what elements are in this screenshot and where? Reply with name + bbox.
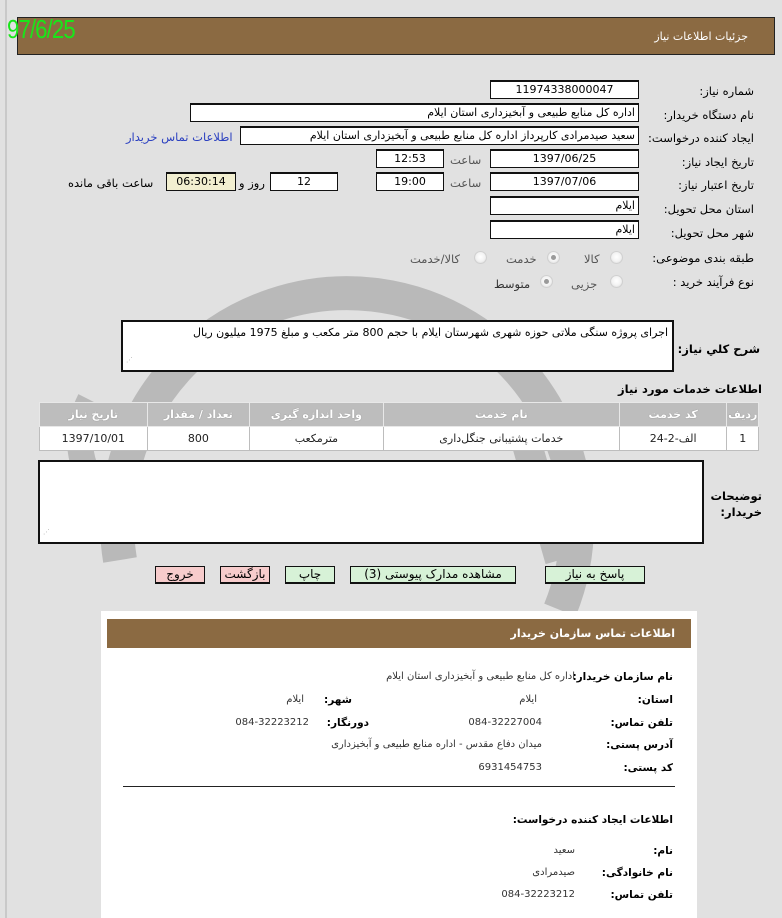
time-remaining-field: 06:30:14 (166, 172, 236, 191)
creator-first-name-label: نام: (653, 845, 673, 857)
back-button[interactable]: بازگشت (220, 566, 270, 584)
view-attachments-button[interactable]: مشاهده مدارک پیوستی (3) (350, 566, 516, 584)
buyer-org-field[interactable]: اداره کل منابع طبیعی و آبخیزداری استان ایلام (190, 103, 639, 122)
table-row (40, 427, 759, 451)
cell-need-date: 1397/10/01 (40, 427, 148, 451)
buyer-notes-label-line2: خریدار: (720, 505, 762, 519)
category-radio-goods-service[interactable] (474, 251, 487, 264)
purchase-type-radio-medium[interactable] (540, 275, 553, 288)
requester-label: ایجاد کننده درخواست: (648, 131, 754, 145)
col-service-code: کد خدمت (619, 403, 727, 427)
right-margin (697, 602, 782, 918)
cell-unit: مترمکعب (250, 427, 384, 451)
contact-org-label: نام سازمان خریدار: (572, 671, 673, 683)
time-remaining-label: ساعت باقی مانده (68, 176, 154, 190)
creator-section-title: اطلاعات ایجاد کننده درخواست: (512, 814, 673, 826)
delivery-province-label: استان محل تحویل: (663, 202, 754, 216)
page-left-border (5, 0, 7, 918)
created-time-label: ساعت (450, 153, 482, 167)
page-header (17, 17, 775, 55)
days-label: روز و (239, 176, 265, 190)
category-label: طبقه بندی موضوعی: (652, 251, 754, 265)
created-time-field[interactable]: 12:53 (376, 149, 444, 168)
contact-divider (123, 786, 675, 787)
contact-address-label: آدرس پستی: (606, 739, 673, 751)
need-number-field[interactable]: 11974338000047 (490, 80, 639, 99)
col-unit: واحد اندازه گیری (250, 403, 384, 427)
contact-fax-label: دورنگار: (326, 717, 369, 729)
buyer-notes-textarea[interactable] (38, 460, 704, 544)
description-textarea[interactable] (121, 320, 674, 372)
category-service-label: خدمت (506, 252, 537, 266)
contact-card-header (107, 619, 691, 648)
purchase-type-radio-minor[interactable] (610, 275, 623, 288)
print-button[interactable]: چاپ (285, 566, 335, 584)
col-quantity: تعداد / مقدار (147, 403, 249, 427)
contact-phone-label: تلفن تماس: (610, 717, 673, 729)
contact-province-value: ایلام (519, 694, 537, 705)
contact-address-value: میدان دفاع مقدس - اداره منابع طبیعی و آبخیزداری (331, 739, 542, 750)
creator-last-name-value: صیدمرادی (532, 867, 575, 878)
purchase-type-minor-label: جزیی (571, 277, 598, 291)
contact-city-label: شهر: (324, 694, 352, 706)
page-title: جزئیات اطلاعات نیاز (654, 30, 748, 43)
description-label: شرح کلي نیاز: (677, 342, 760, 356)
contact-fax-value: 084-32223212 (235, 717, 309, 728)
cell-service-name: خدمات پشتیبانی جنگل‌داری (383, 427, 619, 451)
services-table (39, 402, 759, 451)
buyer-contact-card (101, 611, 697, 918)
delivery-city-field[interactable]: ایلام (490, 220, 639, 239)
valid-date-label: تاریخ اعتبار نیاز: (678, 178, 754, 192)
services-section-title: اطلاعات خدمات مورد نیاز (618, 382, 762, 396)
buyer-org-label: نام دستگاه خریدار: (663, 108, 754, 122)
creator-first-name-value: سعید (553, 845, 575, 856)
category-goods-label: کالا (584, 252, 600, 266)
valid-time-label: ساعت (450, 176, 482, 190)
creator-phone-label: تلفن تماس: (610, 889, 673, 901)
cell-quantity: 800 (147, 427, 249, 451)
category-radio-goods[interactable] (610, 251, 623, 264)
cell-row-number: 1 (727, 427, 759, 451)
need-number-label: شماره نیاز: (699, 84, 754, 98)
resize-grip-icon[interactable]: ⋰ (43, 528, 50, 536)
contact-province-label: استان: (637, 694, 673, 706)
date-stamp: 97/6/25 (7, 14, 75, 44)
requester-field[interactable]: سعید صیدمرادی کارپرداز اداره کل منابع طبیعی و آبخیزداری استان ایلام (240, 126, 639, 145)
contact-phone-value: 084-32227004 (468, 717, 542, 728)
col-need-date: تاریخ نیاز (40, 403, 148, 427)
contact-card-title: اطلاعات تماس سازمان خریدار (510, 627, 675, 640)
description-text: اجرای پروژه سنگی ملاتی حوزه شهری شهرستان ایلام با حجم 800 متر مکعب و مبلغ 1975 میلیون ریال (192, 326, 668, 339)
delivery-city-label: شهر محل تحویل: (670, 226, 754, 240)
resize-grip-icon[interactable]: ⋰ (126, 356, 133, 364)
valid-date-field[interactable]: 1397/07/06 (490, 172, 639, 191)
creator-last-name-label: نام خانوادگی: (601, 867, 673, 879)
creator-phone-value: 084-32223212 (501, 889, 575, 900)
reply-button[interactable]: پاسخ به نیاز (545, 566, 645, 584)
valid-time-field[interactable]: 19:00 (376, 172, 444, 191)
category-radio-service[interactable] (547, 251, 560, 264)
created-date-label: تاریخ ایجاد نیاز: (681, 155, 754, 169)
contact-org-value: اداره کل منابع طبیعی و آبخیزداری استان ایلام (386, 671, 575, 682)
contact-postal-label: کد پستی: (623, 762, 673, 774)
col-row-number: ردیف (727, 403, 759, 427)
purchase-type-label: نوع فرآیند خرید : (672, 275, 754, 289)
services-table-header (40, 403, 759, 427)
exit-button[interactable]: خروج (155, 566, 205, 584)
purchase-type-medium-label: متوسط (494, 277, 531, 291)
created-date-field[interactable]: 1397/06/25 (490, 149, 639, 168)
cell-service-code: الف-2-24 (619, 427, 727, 451)
contact-city-value: ایلام (286, 694, 304, 705)
contact-postal-value: 6931454753 (478, 762, 542, 773)
delivery-province-field[interactable]: ایلام (490, 196, 639, 215)
category-goods-service-label: کالا/خدمت (410, 252, 461, 266)
buyer-contact-link[interactable]: اطلاعات تماس خریدار (126, 130, 233, 144)
col-service-name: نام خدمت (383, 403, 619, 427)
days-remaining-field[interactable]: 12 (270, 172, 338, 191)
buyer-notes-label-line1: توضیحات (710, 489, 762, 503)
